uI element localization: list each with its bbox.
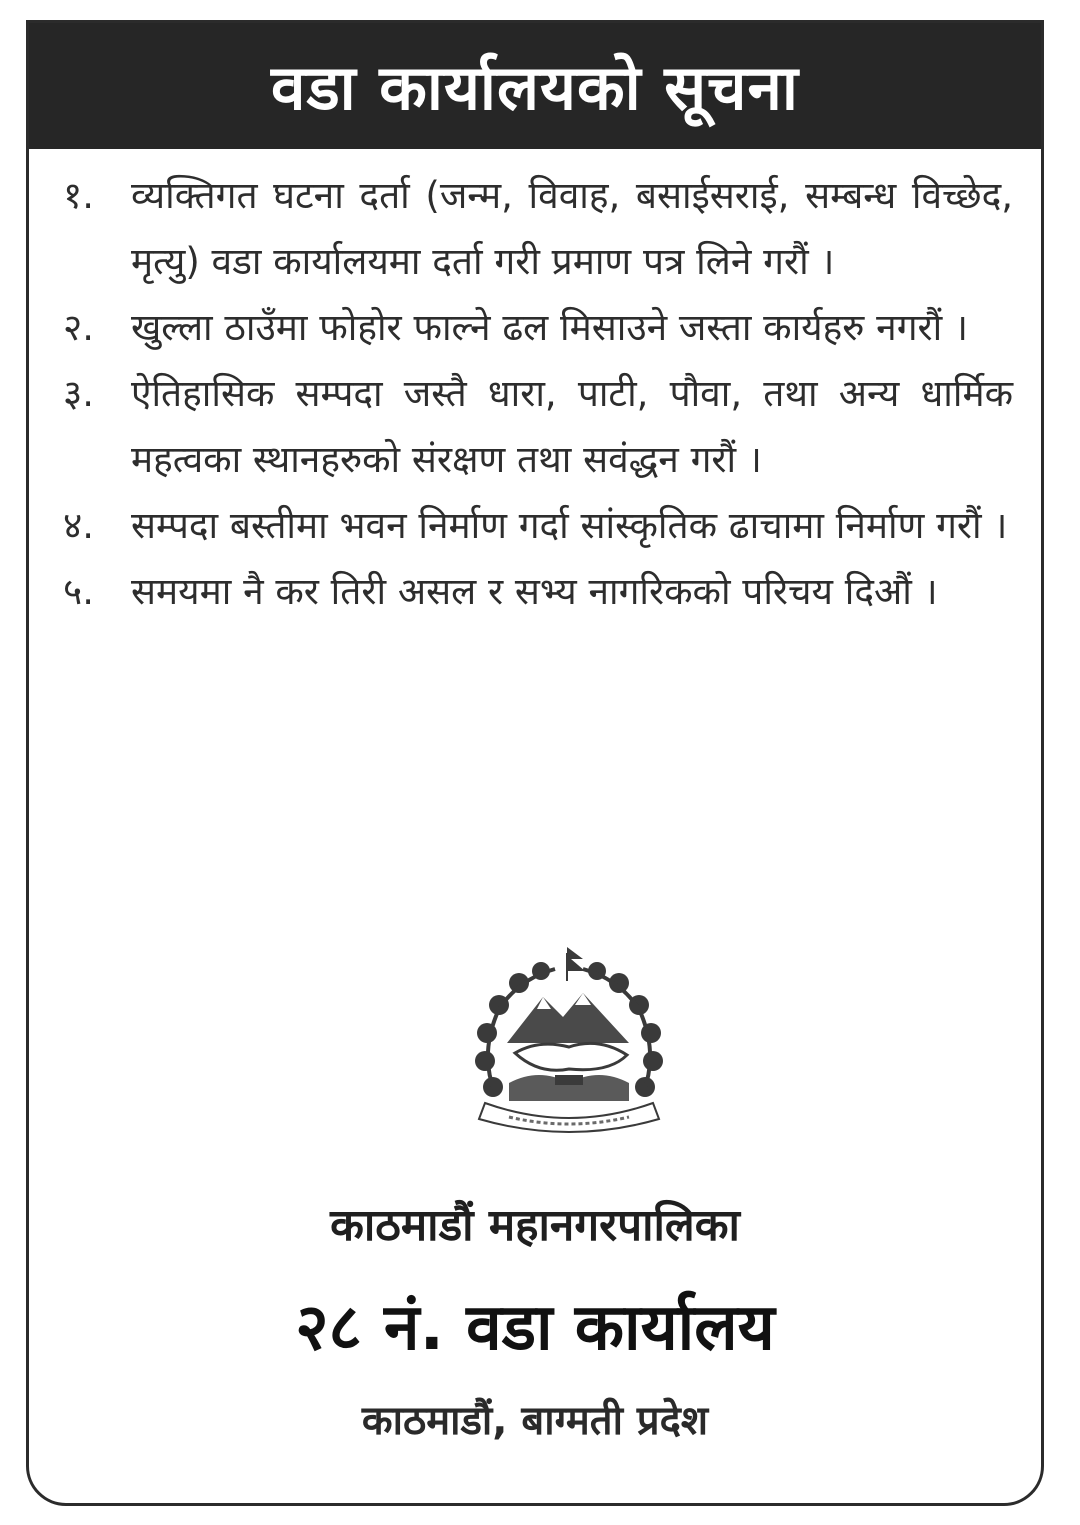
list-item [63,559,1013,625]
list-item [63,493,1013,559]
list-item [63,361,1013,493]
item-number: २. [63,306,95,349]
item-number: ५. [63,570,95,613]
notice-list [63,163,1013,625]
organization-name: काठमाडौं महानगरपालिका [330,1200,740,1251]
notice-title: वडा कार्यालयको सूचना [271,51,799,124]
map-icon [515,1043,627,1070]
item-text: समयमा नै कर तिरी असल र सभ्य नागरिकको परिचय दिऔं । [131,570,938,613]
item-text: ऐतिहासिक सम्पदा जस्तै धारा, पाटी, पौवा, तथा अन्य धार्मिक महत्वका स्थानहरुको संरक्षण तथा सवंद्धन गरौं । [131,372,1013,481]
hills-icon [509,1075,629,1101]
flag-icon [567,947,585,981]
item-number: ३. [63,372,95,415]
notice-frame [26,20,1044,1506]
item-number: १. [63,174,95,217]
mountain-icon [507,993,629,1043]
nepal-emblem-icon [459,943,679,1143]
item-number: ४. [63,504,95,547]
location-text: काठमाडौं, बाग्मती प्रदेश [361,1398,709,1444]
item-text: सम्पदा बस्तीमा भवन निर्माण गर्दा सांस्कृतिक ढाचामा निर्माण गरौं । [131,504,1008,547]
list-item [63,163,1013,295]
item-text: व्यक्तिगत घटना दर्ता (जन्म, विवाह, बसाईसराई, सम्बन्ध विच्छेद, मृत्यु) वडा कार्यालयमा दर्ता गरी प्रमाण पत्र लिने गरौं । [131,174,1013,283]
ribbon-icon [479,1103,659,1132]
notice-header [29,23,1041,149]
item-text: खुल्ला ठाउँमा फोहोर फाल्ने ढल मिसाउने जस्ता कार्यहरु नगरौं । [131,306,969,349]
list-item [63,295,1013,361]
ward-office-name: २८ नं. वडा कार्यालय [295,1291,775,1365]
